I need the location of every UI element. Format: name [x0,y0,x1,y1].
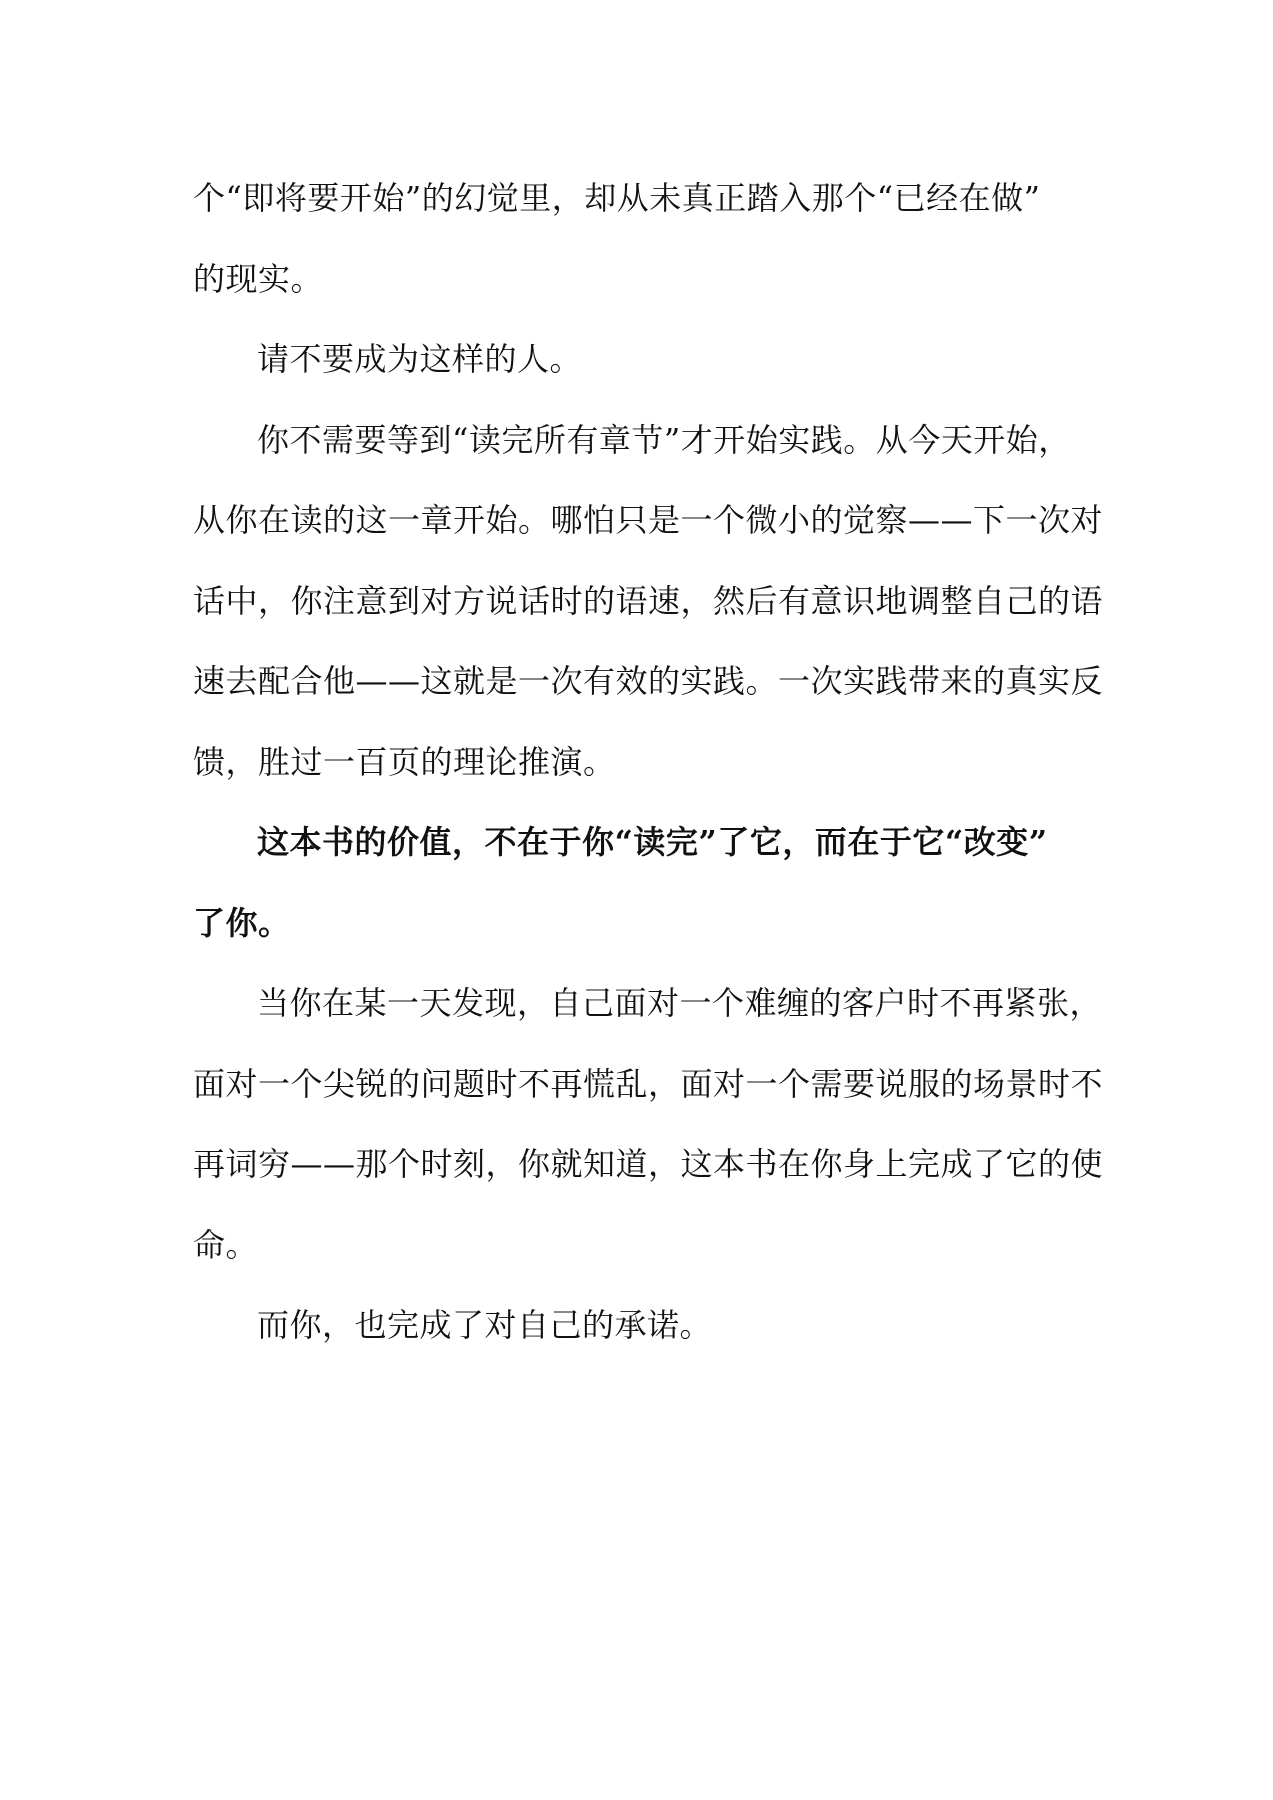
text-line: 馈，胜过一百页的理论推演。 [193,742,616,781]
paragraph [193,400,1104,803]
text-line: 而你，也完成了对自己的承诺。 [257,1306,713,1344]
body-text [193,158,1104,1366]
text-line: 你不需要等到“读完所有章节”才开始实践。从今天开始， [257,420,1071,459]
text-line: 再词穷——那个时刻，你就知道，这本书在你身上完成了它的使 [193,1145,1104,1183]
text-line: 面对一个尖锐的问题时不再慌乱，面对一个需要说服的场景时不 [193,1064,1104,1103]
text-line: 命。 [193,1225,259,1264]
paragraph [193,963,1104,1285]
text-line: 个“即将要开始”的幻觉里，却从未真正踏入那个“已经在做” [193,179,1041,217]
text-line: 请不要成为这样的人。 [257,340,583,378]
paragraph [193,1285,1093,1366]
emphasis-paragraph [193,802,1093,963]
text-line: 速去配合他——这就是一次有效的实践。一次实践带来的真实反 [193,662,1104,700]
text-line: 的现实。 [193,259,324,298]
text-line: 这本书的价值，不在于你“读完”了它，而在于它“改变” [257,823,1048,861]
paragraph [193,158,1093,319]
paragraph [193,319,1093,400]
text-line: 从你在读的这一章开始。哪怕只是一个微小的觉察——下一次对 [193,501,1104,539]
text-line: 当你在某一天发现，自己面对一个难缠的客户时不再紧张， [257,984,1103,1022]
text-line: 话中，你注意到对方说话时的语速，然后有意识地调整自己的语 [193,581,1104,620]
text-line: 了你。 [193,903,291,942]
